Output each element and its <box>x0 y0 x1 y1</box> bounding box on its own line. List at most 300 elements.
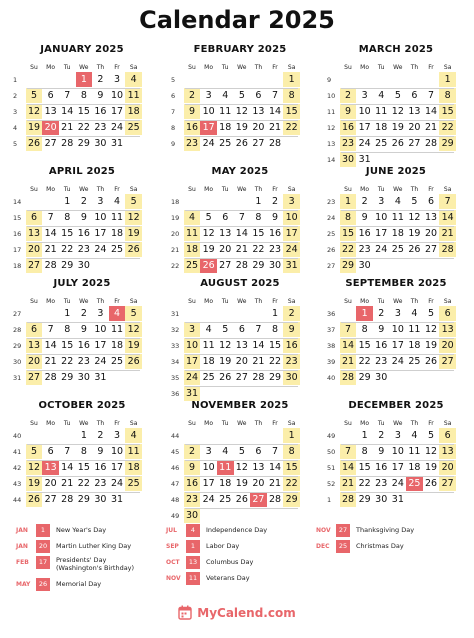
weekday-label: We <box>237 185 247 193</box>
day-cell: 16 <box>184 476 201 491</box>
empty-day-cell <box>42 72 59 87</box>
week-row <box>12 306 142 322</box>
day-cell: 15 <box>252 228 265 239</box>
legend-day-badge: 17 <box>36 556 50 569</box>
day-cell: 5 <box>222 324 229 335</box>
empty-day-cell <box>217 306 234 321</box>
day-cell: 16 <box>269 228 282 239</box>
weekday-label: Sa <box>287 297 296 305</box>
day-cell: 28 <box>340 370 357 385</box>
week-divider <box>185 210 298 211</box>
day-cell: 2 <box>97 74 104 85</box>
week-row <box>12 104 142 120</box>
legend-day-badge: 11 <box>186 572 200 585</box>
day-cell: 20 <box>26 242 43 257</box>
week-row <box>170 210 300 226</box>
week-divider <box>341 120 454 121</box>
weekday-label: We <box>393 419 403 427</box>
week-number: 15 <box>13 214 22 222</box>
week-row <box>326 120 456 136</box>
weekday-label: We <box>393 297 403 305</box>
day-cell: 14 <box>340 460 357 475</box>
day-cell: 30 <box>184 508 201 523</box>
week-number: 16 <box>13 230 22 238</box>
week-row <box>12 136 142 152</box>
day-cell: 27 <box>439 354 456 369</box>
day-cell: 24 <box>111 122 124 133</box>
week-divider <box>185 104 298 105</box>
week-divider <box>341 104 454 105</box>
weekday-label: Su <box>188 297 196 305</box>
week-number: 9 <box>171 140 176 148</box>
day-cell: 5 <box>205 212 212 223</box>
week-row <box>170 354 300 370</box>
week-number: 12 <box>327 124 336 132</box>
day-cell: 13 <box>42 460 59 475</box>
day-cell: 24 <box>111 478 124 489</box>
weekday-header-row <box>170 296 300 306</box>
day-cell: 10 <box>94 324 107 335</box>
month-name: APRIL 2025 <box>48 166 116 177</box>
day-cell: 26 <box>125 354 142 369</box>
weekday-label: Mo <box>46 63 56 71</box>
day-cell: 1 <box>361 430 368 441</box>
week-row <box>170 492 300 508</box>
day-cell: 12 <box>425 446 438 457</box>
week-row <box>12 338 142 354</box>
day-cell: 27 <box>235 372 248 383</box>
month-grid <box>12 62 142 152</box>
day-cell: 19 <box>425 462 438 473</box>
day-cell: 12 <box>26 104 43 119</box>
empty-day-cell <box>340 72 357 87</box>
week-row <box>170 460 300 476</box>
week-divider <box>27 210 140 211</box>
day-cell: 7 <box>272 446 279 457</box>
week-number: 24 <box>327 214 336 222</box>
day-cell: 19 <box>125 226 142 241</box>
day-cell: 11 <box>125 444 142 459</box>
week-number: 28 <box>13 326 22 334</box>
empty-day-cell <box>184 72 201 87</box>
week-divider <box>341 492 454 493</box>
week-divider <box>185 492 298 493</box>
day-cell: 9 <box>283 322 300 337</box>
week-row <box>326 258 456 274</box>
day-cell: 12 <box>408 212 421 223</box>
week-row <box>12 120 142 136</box>
weekday-label: Tu <box>377 63 385 71</box>
day-cell: 9 <box>272 212 279 223</box>
day-cell: 12 <box>125 322 142 337</box>
day-cell: 14 <box>269 106 282 117</box>
weekday-label: Tu <box>221 63 229 71</box>
month-grid <box>12 296 142 386</box>
weekday-label: Fr <box>428 297 434 305</box>
day-cell: 14 <box>61 462 74 473</box>
day-cell: 22 <box>269 356 282 367</box>
legend-day-badge: 13 <box>186 556 200 569</box>
weekday-label: Sa <box>287 419 296 427</box>
empty-day-cell <box>267 72 284 87</box>
empty-day-cell <box>439 258 456 273</box>
day-cell: 18 <box>408 462 421 473</box>
empty-day-cell <box>125 492 142 507</box>
day-cell: 16 <box>77 228 90 239</box>
day-cell: 17 <box>391 340 404 351</box>
month-name: MAY 2025 <box>211 166 269 177</box>
week-number: 34 <box>171 358 180 366</box>
week-row <box>326 370 456 386</box>
empty-day-cell <box>217 194 234 209</box>
week-number: 30 <box>13 358 22 366</box>
week-row <box>12 428 142 444</box>
day-cell: 26 <box>391 138 404 149</box>
weekday-header-row <box>326 296 456 306</box>
weekday-label: Th <box>96 185 105 193</box>
empty-day-cell <box>283 136 300 151</box>
day-cell: 15 <box>358 462 371 473</box>
week-number: 7 <box>171 108 176 116</box>
day-cell: 4 <box>125 428 142 443</box>
weekday-label: Mo <box>46 185 56 193</box>
empty-day-cell <box>234 386 251 401</box>
day-cell: 23 <box>375 478 388 489</box>
week-divider <box>185 508 298 509</box>
day-cell: 23 <box>358 244 371 255</box>
day-cell: 3 <box>394 308 401 319</box>
month-grid <box>326 418 456 508</box>
day-cell: 4 <box>411 430 418 441</box>
day-cell: 7 <box>47 212 54 223</box>
day-cell: 26 <box>125 242 142 257</box>
week-number: 48 <box>171 496 180 504</box>
week-row <box>170 226 300 242</box>
month-block <box>326 166 456 274</box>
day-cell: 22 <box>61 356 74 367</box>
day-cell: 14 <box>252 340 265 351</box>
empty-day-cell <box>59 428 76 443</box>
day-cell: 20 <box>252 478 265 489</box>
day-cell: 9 <box>80 324 87 335</box>
week-number: 39 <box>327 358 336 366</box>
day-cell: 18 <box>111 228 124 239</box>
day-cell: 8 <box>255 212 262 223</box>
day-cell: 28 <box>44 372 57 383</box>
day-cell: 15 <box>283 104 300 119</box>
week-divider <box>185 444 298 445</box>
day-cell: 24 <box>94 356 107 367</box>
day-cell: 8 <box>361 324 368 335</box>
day-cell: 17 <box>391 462 404 473</box>
weekday-label: Su <box>344 419 352 427</box>
legend-holiday-name: Independence Day <box>206 526 268 534</box>
day-cell: 2 <box>97 430 104 441</box>
weekday-label: Mo <box>360 185 370 193</box>
week-row <box>326 444 456 460</box>
day-cell: 24 <box>202 138 215 149</box>
weekday-label: Tu <box>63 419 71 427</box>
day-cell: 17 <box>111 106 124 117</box>
empty-day-cell <box>217 508 234 523</box>
empty-day-cell <box>217 428 234 443</box>
week-number: 25 <box>327 230 336 238</box>
month-grid <box>170 62 300 152</box>
week-row <box>170 136 300 152</box>
day-cell: 17 <box>94 228 107 239</box>
day-cell: 18 <box>408 340 421 351</box>
weekday-label: Sa <box>129 63 138 71</box>
month-name: JUNE 2025 <box>365 166 427 177</box>
week-divider <box>27 88 140 89</box>
weekday-label: Sa <box>443 63 452 71</box>
day-cell: 9 <box>80 212 87 223</box>
day-cell: 14 <box>235 228 248 239</box>
day-cell: 7 <box>272 90 279 101</box>
day-cell: 1 <box>80 430 87 441</box>
month-block <box>170 166 300 274</box>
empty-day-cell <box>423 370 440 385</box>
day-cell: 14 <box>44 228 57 239</box>
week-number: 1 <box>327 496 332 504</box>
day-cell: 23 <box>269 244 282 255</box>
week-divider <box>341 242 454 243</box>
weekday-label: Th <box>254 419 263 427</box>
day-cell: 14 <box>44 340 57 351</box>
day-cell: 20 <box>26 354 43 369</box>
day-cell: 10 <box>202 106 215 117</box>
day-cell: 20 <box>235 356 248 367</box>
week-number: 2 <box>13 92 18 100</box>
day-cell: 21 <box>252 356 265 367</box>
week-number: 18 <box>171 198 180 206</box>
page-title: Calendar 2025 <box>139 6 335 34</box>
day-cell: 6 <box>255 90 262 101</box>
day-cell: 7 <box>47 324 54 335</box>
week-divider <box>341 322 454 323</box>
day-cell: 8 <box>283 88 300 103</box>
week-number: 6 <box>171 92 176 100</box>
legend-month: SEP <box>166 543 179 550</box>
day-cell: 30 <box>283 370 300 385</box>
day-cell: 11 <box>202 340 215 351</box>
month-grid <box>170 296 300 402</box>
week-divider <box>341 210 454 211</box>
day-cell: 19 <box>235 122 248 133</box>
empty-day-cell <box>423 152 440 167</box>
empty-day-cell <box>42 428 59 443</box>
weekday-label: Mo <box>360 63 370 71</box>
day-cell: 7 <box>428 90 435 101</box>
day-cell: 11 <box>408 324 421 335</box>
day-cell: 28 <box>269 494 282 505</box>
day-cell: 23 <box>77 356 90 367</box>
weekday-label: Th <box>96 419 105 427</box>
week-divider <box>185 226 298 227</box>
legend-day-badge: 1 <box>186 540 200 553</box>
legend-day-badge: 26 <box>36 578 50 591</box>
day-cell: 8 <box>80 446 87 457</box>
month-block <box>12 400 142 508</box>
legend-month: JAN <box>16 527 28 534</box>
week-row <box>12 492 142 508</box>
week-divider <box>27 460 140 461</box>
weekday-label: Mo <box>204 185 214 193</box>
legend-item <box>166 556 296 570</box>
legend-item <box>316 540 446 554</box>
legend-month: MAY <box>16 581 31 588</box>
week-number: 38 <box>327 342 336 350</box>
weekday-header-row <box>170 418 300 428</box>
day-cell: 30 <box>269 260 282 271</box>
legend-month: NOV <box>316 527 331 534</box>
day-cell: 11 <box>219 106 232 117</box>
week-row <box>326 104 456 120</box>
day-cell: 13 <box>425 212 438 223</box>
day-cell: 5 <box>238 90 245 101</box>
day-cell: 22 <box>77 122 90 133</box>
week-number: 40 <box>13 432 22 440</box>
day-cell: 4 <box>411 308 418 319</box>
week-number: 44 <box>171 432 180 440</box>
day-cell: 11 <box>111 324 124 335</box>
day-cell: 10 <box>358 106 371 117</box>
day-cell: 25 <box>408 356 421 367</box>
week-row <box>326 354 456 370</box>
day-cell: 4 <box>125 72 142 87</box>
week-row <box>12 322 142 338</box>
day-cell: 29 <box>269 372 282 383</box>
week-divider <box>185 386 298 387</box>
week-row <box>12 354 142 370</box>
weekday-label: Su <box>344 185 352 193</box>
day-cell: 29 <box>77 138 90 149</box>
day-cell: 1 <box>272 308 279 319</box>
empty-day-cell <box>406 492 423 507</box>
day-cell: 30 <box>77 260 90 271</box>
legend-holiday-name: New Year's Day <box>56 526 107 534</box>
empty-day-cell <box>423 258 440 273</box>
day-cell: 9 <box>184 104 201 119</box>
week-row <box>170 120 300 136</box>
weekday-label: Tu <box>221 419 229 427</box>
day-cell: 3 <box>114 430 121 441</box>
day-cell: 27 <box>252 138 265 149</box>
empty-day-cell <box>390 72 407 87</box>
day-cell: 7 <box>64 90 71 101</box>
week-row <box>170 104 300 120</box>
empty-day-cell <box>234 428 251 443</box>
empty-day-cell <box>267 428 284 443</box>
day-cell: 30 <box>77 372 90 383</box>
week-number: 10 <box>327 92 336 100</box>
empty-day-cell <box>200 306 217 321</box>
week-divider <box>185 354 298 355</box>
empty-day-cell <box>267 508 284 523</box>
day-cell: 5 <box>26 88 43 103</box>
weekday-label: Mo <box>204 419 214 427</box>
week-row <box>326 226 456 242</box>
day-cell: 25 <box>111 244 124 255</box>
day-cell: 4 <box>222 90 229 101</box>
day-cell: 6 <box>26 210 43 225</box>
weekday-header-row <box>12 62 142 72</box>
week-row <box>170 476 300 492</box>
day-cell: 19 <box>425 340 438 351</box>
week-number: 31 <box>13 374 22 382</box>
day-cell: 28 <box>235 260 248 271</box>
day-cell: 4 <box>222 446 229 457</box>
legend-item <box>16 540 146 554</box>
month-name: JULY 2025 <box>53 278 111 289</box>
day-cell: 26 <box>26 492 43 507</box>
week-row <box>12 226 142 242</box>
day-cell: 23 <box>184 492 201 507</box>
day-cell: 14 <box>269 462 282 473</box>
week-divider <box>27 476 140 477</box>
day-cell: 28 <box>439 242 456 257</box>
week-row <box>12 258 142 274</box>
day-cell: 24 <box>358 138 371 149</box>
brand-footer[interactable] <box>0 605 474 620</box>
empty-day-cell <box>250 386 267 401</box>
empty-day-cell <box>250 428 267 443</box>
empty-day-cell <box>373 72 390 87</box>
week-divider <box>27 322 140 323</box>
week-row <box>12 242 142 258</box>
day-cell: 13 <box>235 340 248 351</box>
week-number: 40 <box>327 374 336 382</box>
week-number: 5 <box>171 76 176 84</box>
day-cell: 25 <box>125 120 142 135</box>
month-block <box>170 400 300 524</box>
empty-day-cell <box>234 306 251 321</box>
day-cell: 20 <box>425 228 438 239</box>
empty-day-cell <box>423 492 440 507</box>
day-cell: 28 <box>61 138 74 149</box>
day-cell: 20 <box>252 122 265 133</box>
weekday-label: Tu <box>63 185 71 193</box>
empty-day-cell <box>250 306 267 321</box>
month-name: AUGUST 2025 <box>200 278 280 289</box>
week-row <box>326 476 456 492</box>
legend-month: OCT <box>166 559 180 566</box>
day-cell: 26 <box>26 136 43 151</box>
day-cell: 21 <box>61 478 74 489</box>
day-cell: 21 <box>44 244 57 255</box>
day-cell: 22 <box>340 242 357 257</box>
day-cell: 30 <box>375 372 388 383</box>
day-cell: 11 <box>408 446 421 457</box>
day-cell: 27 <box>439 476 456 491</box>
week-row <box>170 370 300 386</box>
weekday-label: Tu <box>221 185 229 193</box>
legend-holiday-name: Labor Day <box>206 542 240 550</box>
day-cell: 1 <box>340 194 357 209</box>
day-cell: 17 <box>202 478 215 489</box>
day-cell: 7 <box>255 324 262 335</box>
week-row <box>326 322 456 338</box>
day-cell: 12 <box>125 210 142 225</box>
month-grid <box>170 418 300 524</box>
day-cell: 5 <box>26 444 43 459</box>
week-divider <box>185 460 298 461</box>
legend-holiday-name: Veterans Day <box>206 574 250 582</box>
day-cell: 27 <box>219 260 232 271</box>
day-cell: 22 <box>439 120 456 135</box>
month-grid <box>326 296 456 386</box>
weekday-header-row <box>170 184 300 194</box>
